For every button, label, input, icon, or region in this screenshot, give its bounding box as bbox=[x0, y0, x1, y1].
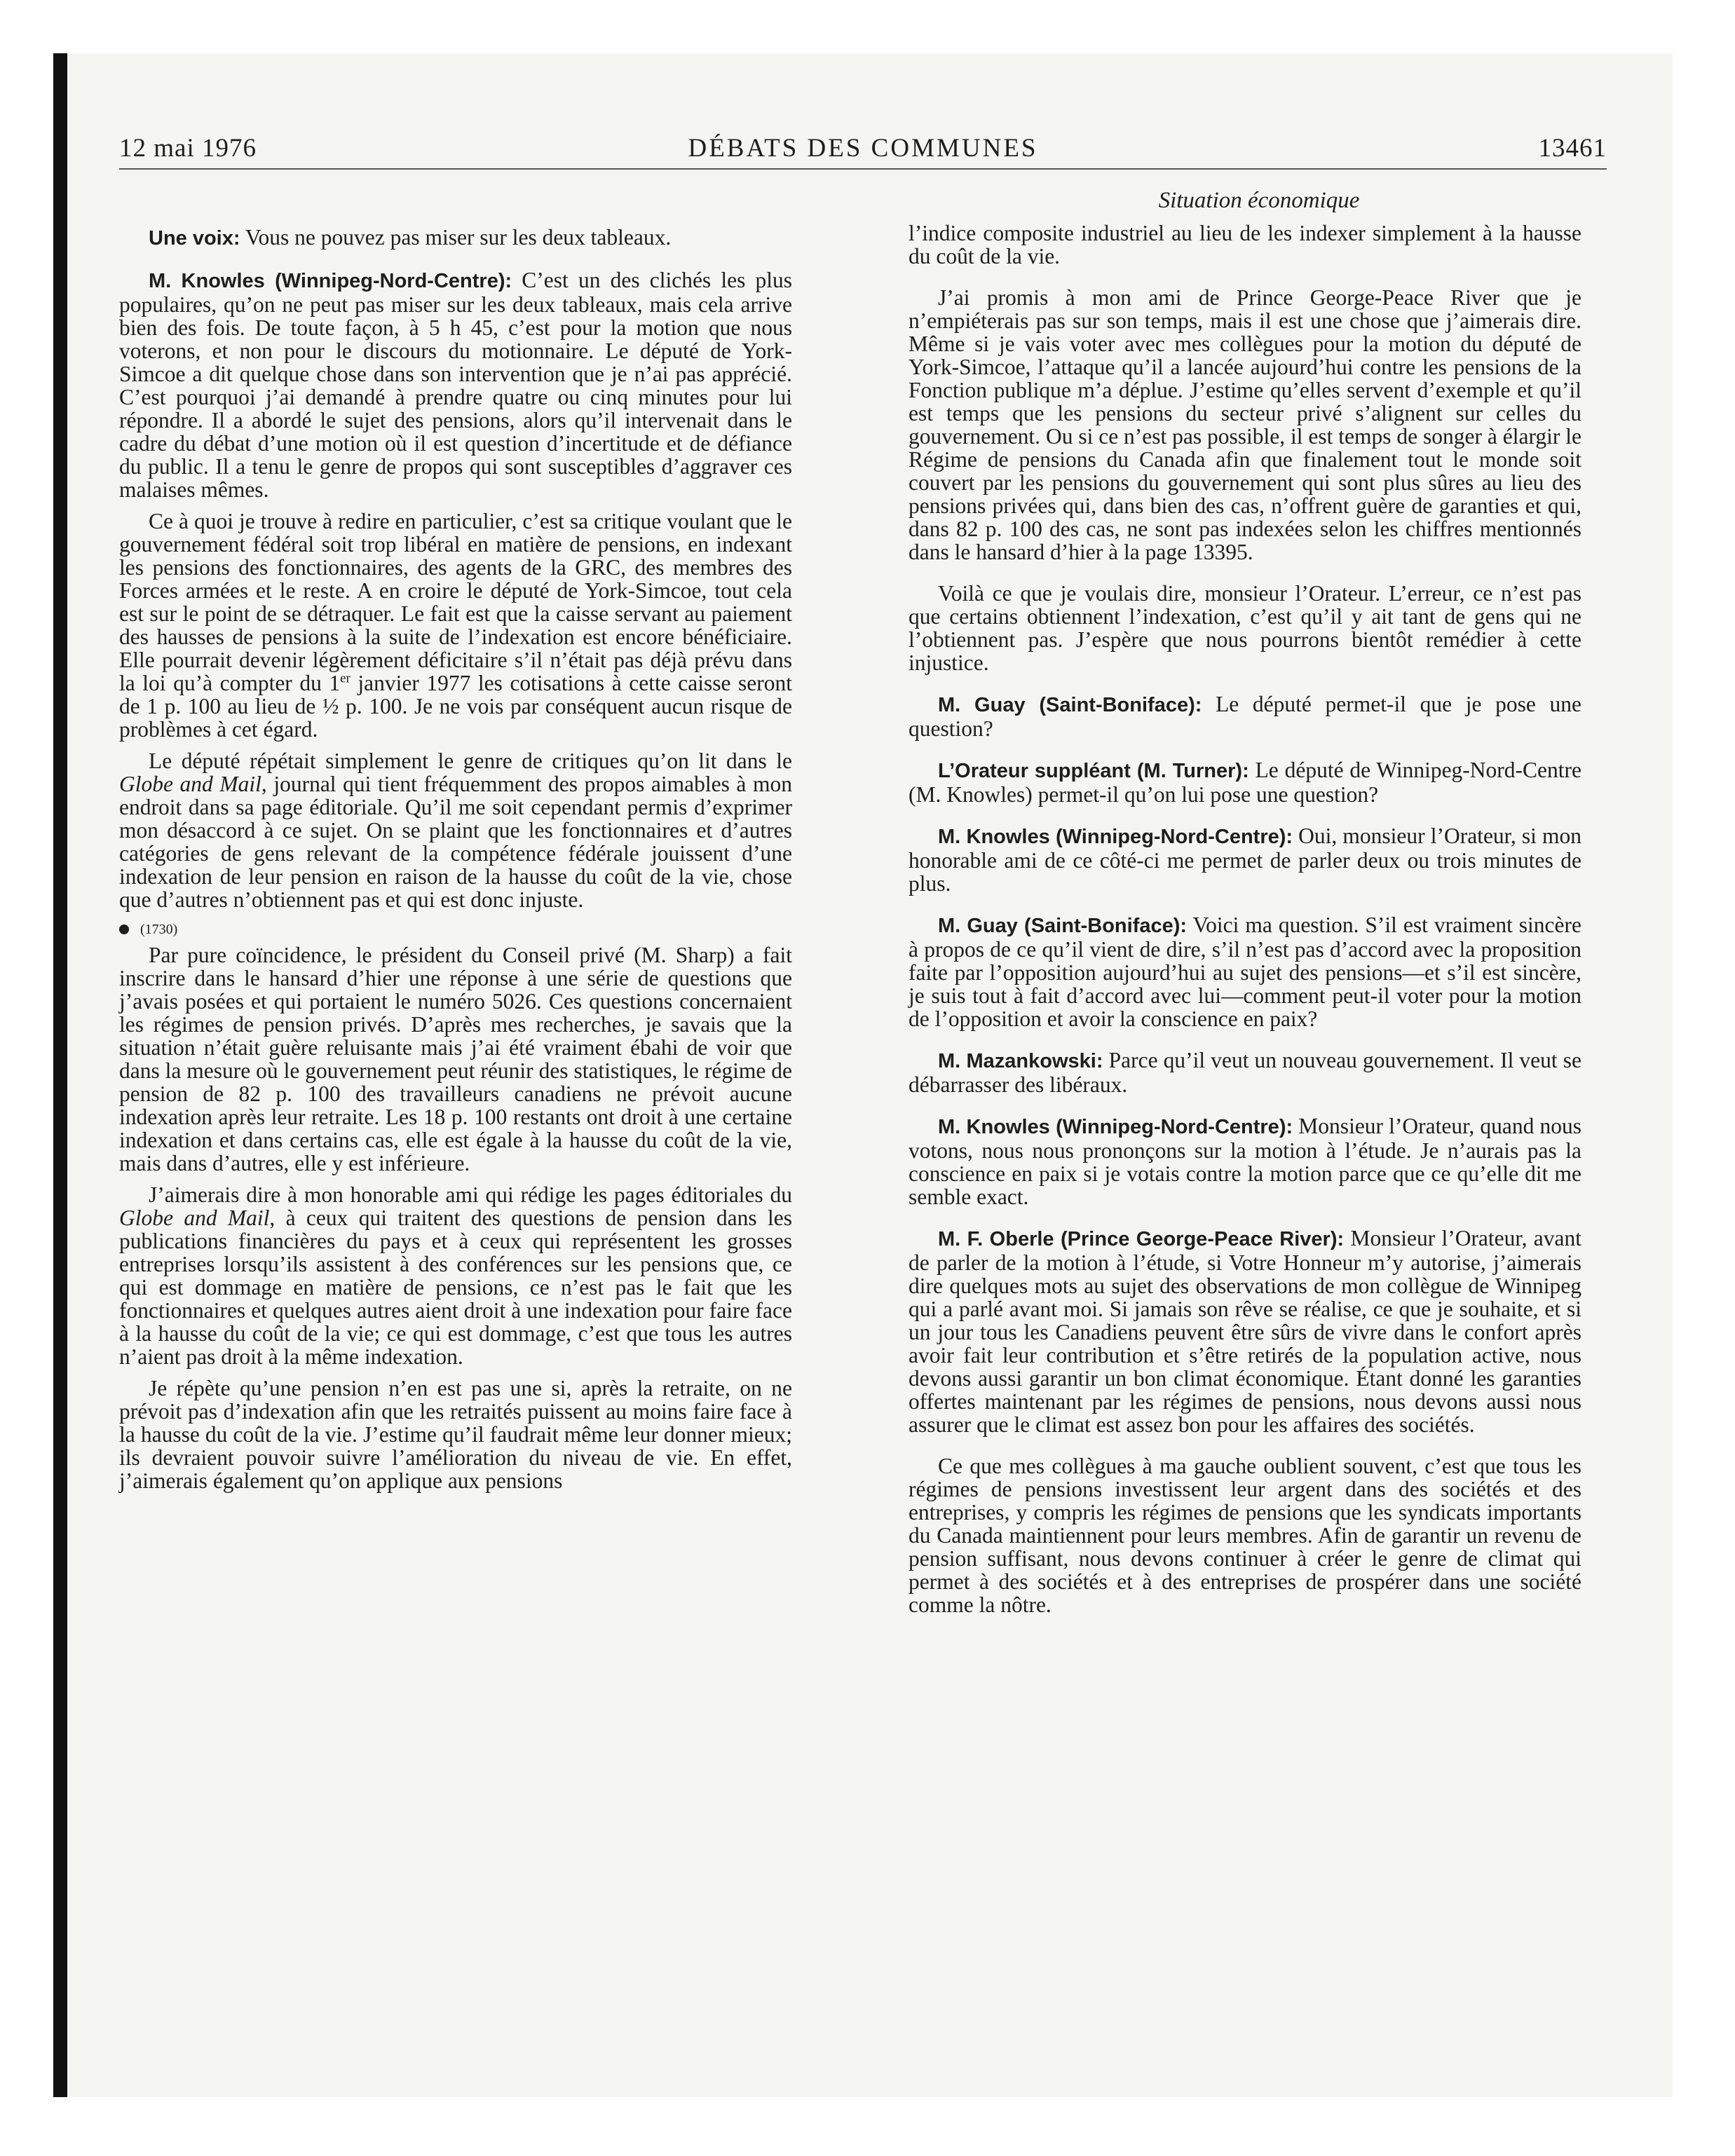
speaker-name: M. Guay (Saint-Boniface): bbox=[938, 915, 1188, 937]
paragraph bbox=[119, 749, 792, 911]
paragraph-text: Ce à quoi je trouve à redire en particulier, c’est sa critique voulant que le gouvernement fédéral soit trop libéral en matière de pensions, en indexant les pensions des fonctionnaires, des agents de la GRC, des membres des Forces armées et le reste. A en croire le député de York-Simcoe, tout cela est sur le point de se détraquer. Le fait est que la caisse servant au paiement des hausses de pensions à la suite de l’indexation est encore bénéficiaire. Elle pourrait devenir légèrement déficitaire s’il n’était pas déjà prévu dans la loi qu’à compter du 1 bbox=[119, 509, 792, 695]
paragraph-text: Parce qu’il veut un nouveau gouvernement. Il veut se débarrasser des libéraux. bbox=[909, 1048, 1581, 1097]
paragraph bbox=[119, 510, 792, 741]
paragraph-text: Je répète qu’une pension n’en est pas une si, après la retraite, on ne prévoit pas d’indexation afin que les retraités puissent au moins faire face à la hausse du coût de la vie. J’estime qu’il faudrait même leur donner mieux; ils devraient pouvoir suivre l’amélioration du niveau de vie. En effet, j’aimerais également qu’on applique aux pensions bbox=[119, 1376, 792, 1493]
paragraph-text: Oui, monsieur l’Orateur, si mon honorable ami de ce côté-ci me permet de parler deux ou trois minutes de plus. bbox=[909, 824, 1582, 896]
header-rule bbox=[119, 168, 1607, 170]
superscript: er bbox=[340, 671, 351, 686]
speaker-name: M. Knowles (Winnipeg-Nord-Centre): bbox=[149, 270, 512, 292]
speaker-name: L’Orateur suppléant (M. Turner): bbox=[938, 760, 1249, 782]
paragraph-text: Vous ne pouvez pas miser sur les deux tableaux. bbox=[245, 225, 672, 250]
paragraph-text: Monsieur l’Orateur, avant de parler de la motion à l’étude, si Votre Honneur m’y autorise, j’aimerais dire quelques mots au sujet des observations de mon collègue de Winnipeg qui a parlé avant moi. Si jamais son rêve se réalise, ce que je souhaite, et si un jour tous les Canadiens peuvent être sûrs de vivre dans le confort après avoir fait leur contribution et s’être retirés de la population active, nous devons aussi garantir un bon climat économique. Étant donné les garanties offertes maintenant par les régimes de pensions, nous devons aussi nous assurer que le climat est assez bon pour les affaires des sociétés. bbox=[909, 1226, 1581, 1437]
section-title: Situation économique bbox=[1158, 188, 1360, 213]
paragraph bbox=[909, 1049, 1581, 1096]
binding-edge bbox=[53, 53, 67, 2097]
time-marker bbox=[119, 920, 792, 939]
paragraph bbox=[119, 268, 792, 501]
paragraph bbox=[119, 1183, 792, 1368]
paragraph bbox=[119, 1377, 792, 1492]
paragraph-text: Ce que mes collègues à ma gauche oublient souvent, c’est que tous les régimes de pensions investissent leur argent dans des sociétés et des entreprises, y compris les régimes de pensions que les syndicats importants du Canada maintiennent pour leurs membres. Afin de garantir un revenu de pension suffisant, nous devons continuer à créer le genre de climat qui permet à des sociétés et à des entreprises de prospérer dans une société comme la nôtre. bbox=[909, 1454, 1581, 1617]
paragraph bbox=[909, 758, 1581, 806]
paragraph bbox=[909, 221, 1581, 268]
paragraph bbox=[909, 286, 1581, 564]
bullet-dot-icon bbox=[119, 925, 129, 934]
speaker-name: M. Guay (Saint-Boniface): bbox=[938, 694, 1202, 716]
speaker-name: M. Knowles (Winnipeg-Nord-Centre): bbox=[938, 1116, 1293, 1138]
paragraph-text: Par pure coïncidence, le président du Conseil privé (M. Sharp) a fait inscrire dans le hansard d’hier une réponse à une série de questions que j’avais posées et qui portaient le numéro 5026. Ces questions concernaient les régimes de pension privés. D’après mes recherches, je savais que la situation n’était guère reluisante mais j’ai été vraiment ébahi de voir que dans la mesure où le gouvernement peut réunir des statistiques, le régime de pension de 82 p. 100 des travailleurs canadiens ne prévoit aucune indexation après leur retraite. Les 18 p. 100 restants ont droit à une certaine indexation et dans certains cas, elle est égale à la hausse du coût de la vie, mais dans d’autres, elle y est inférieure. bbox=[119, 943, 792, 1175]
paragraph bbox=[909, 913, 1581, 1030]
left-column bbox=[119, 226, 792, 1501]
speaker-name: M. F. Oberle (Prince George-Peace River): bbox=[938, 1228, 1345, 1250]
paragraph-text: J’ai promis à mon ami de Prince George-Peace River que je n’empiéterais pas sur son temps, mais il est une chose que j’aimerais dire. Même si je vais voter avec mes collègues pour la motion du député de York-Simcoe, l’attaque qu’il a lancée aujourd’hui contre les pensions de la Fonction publique m’a déplue. J’estime qu’elles servent d’exemple et qu’il est temps que les pensions du secteur privé s’alignent sur celles du gouvernement. Ou si ce n’est pas possible, il est temps de songer à élargir le Régime de pensions du Canada afin que finalement tout le monde soit couvert par les pensions du gouvernement qui sont plus sûres au lieu des pensions privées qui, dans bien des cas, n’offrent guère de garanties et qui, dans 82 p. 100 des cas, ne sont pas indexées selon les chiffres mentionnés dans le hansard d’hier à la page 13395. bbox=[909, 285, 1581, 564]
header-date: 12 mai 1976 bbox=[119, 134, 257, 163]
paragraph-text: l’indice composite industriel au lieu de les indexer simplement à la hausse du coût de la vie. bbox=[909, 221, 1581, 268]
header-page-number: 13461 bbox=[1538, 134, 1607, 163]
paragraph-text: Voici ma question. S’il est vraiment sincère à propos de ce qu’il vient de dire, s’il n’est pas d’accord avec la proposition faite par l’opposition aujourd’hui au sujet des pensions—et s’il est sincère, je suis tout à fait d’accord avec lui—comment peut-il voter pour la motion de l’opposition et avoir la conscience en paix? bbox=[909, 913, 1581, 1031]
italic-title: Globe and Mail bbox=[119, 772, 261, 796]
paragraph bbox=[909, 1114, 1581, 1208]
paragraph bbox=[119, 943, 792, 1175]
paragraph bbox=[909, 582, 1581, 674]
paragraph bbox=[119, 226, 792, 250]
paragraph-text: janvier 1977 les cotisations à cette caisse seront de 1 p. 100 au lieu de ½ p. 100. Je ne vois par conséquent aucun risque de problèmes à cet égard. bbox=[119, 671, 792, 742]
paragraph-text: Le député répétait simplement le genre de critiques qu’on lit dans le bbox=[149, 749, 792, 773]
time-marker-text: (1730) bbox=[140, 922, 178, 937]
paragraph-text: J’aimerais dire à mon honorable ami qui rédige les pages éditoriales du bbox=[149, 1182, 792, 1207]
right-column bbox=[909, 221, 1581, 1625]
paragraph-text: Le député permet-il que je pose une question? bbox=[909, 692, 1582, 741]
speaker-name: M. Mazankowski: bbox=[938, 1050, 1103, 1072]
speaker-name: Une voix: bbox=[149, 227, 240, 250]
header-title: DÉBATS DES COMMUNES bbox=[688, 134, 1038, 163]
speaker-name: M. Knowles (Winnipeg-Nord-Centre): bbox=[938, 826, 1293, 848]
paragraph-text: Voilà ce que je voulais dire, monsieur l’Orateur. L’erreur, ce n’est pas que certains obtiennent l’indexation, c’est qu’il y ait tant de gens qui ne l’obtiennent pas. J’espère que nous pourrons bientôt remédier à cette injustice. bbox=[909, 581, 1581, 675]
paragraph bbox=[909, 824, 1581, 895]
paragraph-text: C’est un des clichés les plus populaires, qu’on ne peut pas miser sur les deux tableaux, mais cela arrive bien des fois. De toute façon, à 5 h 45, c’est pour la motion que nous voterons, et non pour le discours du motionnaire. Le député de York-Simcoe a dit quelque chose dans son intervention que je n’ai pas apprécié. C’est pourquoi j’ai demandé à prendre quatre ou cinq minutes pour lui répondre. Il a abordé le sujet des pensions, alors qu’il intervenait dans le cadre du débat d’une motion où il est question d’incertitude et de défiance du public. Il a tenu le genre de propos qui sont susceptibles d’aggraver ces malaises mêmes. bbox=[119, 268, 792, 502]
paragraph-text: , journal qui tient fréquemment des propos aimables à mon endroit dans sa page éditoriale. Qu’il me soit cependant permis d’exprimer mon désaccord à ce sujet. On se plaint que les fonctionnaires et d’autres catégories de gens relevant de la compétence fédérale jouissent d’une indexation de leur pension en raison de la hausse du coût de la vie, chose que d’autres n’obtiennent pas et qui est donc injuste. bbox=[119, 772, 792, 912]
paragraph-text: Monsieur l’Orateur, quand nous votons, nous nous prononçons sur la motion à l’étude. Je n’aurais pas la conscience en paix si je votais contre la motion parce que ce qu’elle dit me semble exact. bbox=[909, 1114, 1582, 1209]
paragraph bbox=[909, 1227, 1581, 1436]
paragraph bbox=[909, 1454, 1581, 1616]
italic-title: Globe and Mail bbox=[119, 1206, 270, 1230]
paragraph bbox=[909, 692, 1581, 740]
paragraph-text: , à ceux qui traitent des questions de pension dans les publications financières du pays et à ceux qui représentent les grosses entreprises lorsqu’ils assistent à des conférences sur les pensions que, ce qui est dommage en matière de pensions, ce n’est pas le fait que les fonctionnaires et quelques autres aient droit à une indexation pour faire face à la hausse du coût de la vie; ce qui est dommage, c’est que tous les autres n’aient pas droit à la même indexation. bbox=[119, 1206, 792, 1369]
paragraph-text: Le député de Winnipeg-Nord-Centre (M. Knowles) permet-il qu’on lui pose une question? bbox=[909, 758, 1581, 807]
